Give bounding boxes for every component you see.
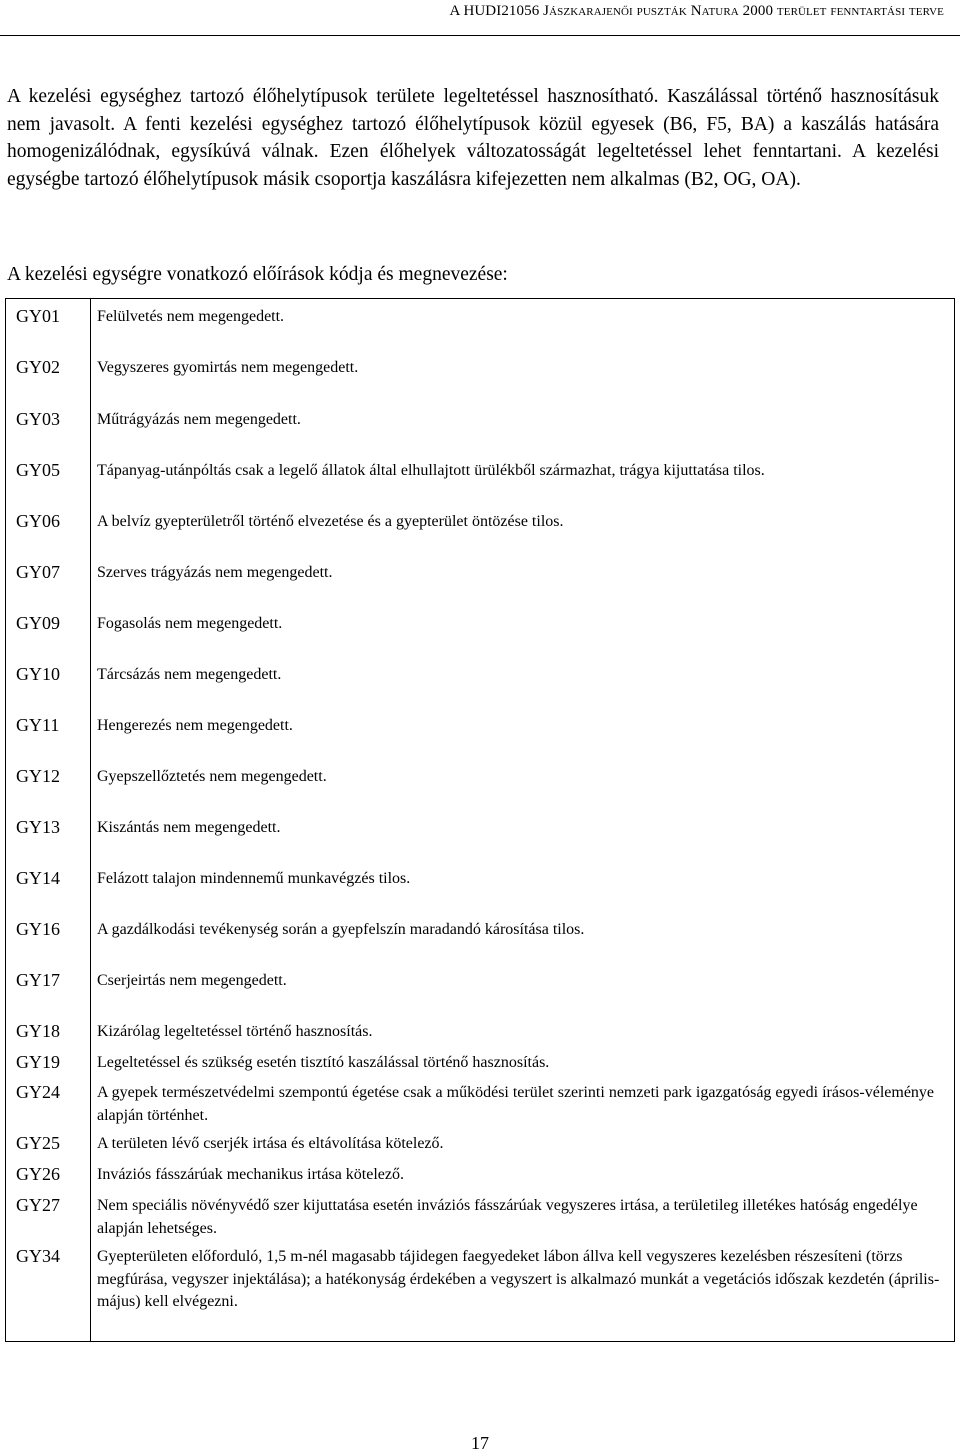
- rule-code: GY12: [16, 766, 60, 786]
- rule-description: Szerves trágyázás nem megengedett.: [97, 564, 333, 581]
- section-heading: A kezelési egységre vonatkozó előírások kódja és megnevezése:: [7, 264, 508, 285]
- rule-description: Vegyszeres gyomirtás nem megengedett.: [97, 359, 359, 376]
- rule-code: GY27: [16, 1195, 60, 1215]
- rule-code: GY11: [16, 715, 60, 735]
- rule-description: Tárcsázás nem megengedett.: [97, 666, 282, 683]
- rule-code: GY19: [16, 1052, 60, 1072]
- rule-code: GY10: [16, 664, 60, 684]
- rule-code: GY14: [16, 868, 60, 888]
- rule-description: A belvíz gyepterületről történő elvezetése és a gyepterület öntözése tilos.: [97, 513, 564, 530]
- page-number: 17: [471, 1433, 489, 1453]
- rule-description: Felülvetés nem megengedett.: [97, 308, 285, 325]
- rule-code: GY05: [16, 460, 60, 480]
- rule-description: Legeltetéssel és szükség esetén tisztító kaszálással történő hasznosítás.: [97, 1054, 550, 1071]
- rule-description: A gazdálkodási tevékenység során a gyepfelszín maradandó károsítása tilos.: [97, 921, 585, 938]
- rule-description: Műtrágyázás nem megengedett.: [97, 411, 301, 428]
- intro-paragraph: A kezelési egységhez tartozó élőhelytípusok területe legeltetéssel hasznosítható. Kaszálással történő hasznosításuk nem javasolt. A fenti kezelési egységhez tartozó élőhelytípusok közül egyesek (B6, F5, BA) a kaszálás hatására homogenizálódnak, egysíkúvá válnak. Ezen élőhelyek változatosságát legeltetéssel lehet fenntartani. A kezelési egységbe tartozó élőhelytípusok másik csoportja kaszálásra kifejezetten nem alkalmas (B2, OG, OA).: [7, 86, 939, 190]
- rule-description: Nem speciális növényvédő szer kijuttatása esetén inváziós fásszárúak vegyszeres irtása, a területileg illetékes hatóság engedélye alapján lehetséges.: [97, 1197, 918, 1237]
- rule-description: Cserjeirtás nem megengedett.: [97, 972, 287, 989]
- rule-code: GY09: [16, 613, 60, 633]
- rule-description: Kiszántás nem megengedett.: [97, 819, 281, 836]
- rule-description: A területen lévő cserjék irtása és eltávolítása kötelező.: [97, 1135, 444, 1152]
- rule-description: Gyepterületen előforduló, 1,5 m-nél magasabb tájidegen faegyedeket lábon állva kell vegyszeres kezelésben részesíteni (törzs megfúrása, vegyszer injektálása); a hatékonyság érdekében a vegyszert is alkalmazó munkát a vegetációs időszak kezdetén (április-május) kell elvégezni.: [97, 1248, 940, 1310]
- rule-description: A gyepek természetvédelmi szempontú égetése csak a működési terület szerinti nemzeti park igazgatóság egyedi írásos-véleménye alapján történhet.: [97, 1084, 935, 1124]
- rule-description: Hengerezés nem megengedett.: [97, 717, 293, 734]
- document-title: A HUDI21056 Jászkarajenői puszták Natura 2000 terület fenntartási terve: [449, 3, 944, 19]
- rule-code: GY13: [16, 817, 60, 837]
- rule-code: GY07: [16, 562, 60, 582]
- rule-code: GY24: [16, 1082, 60, 1102]
- rule-description: Gyepszellőztetés nem megengedett.: [97, 768, 327, 785]
- rule-description: Fogasolás nem megengedett.: [97, 615, 283, 632]
- rule-code: GY26: [16, 1164, 60, 1184]
- rule-code: GY03: [16, 409, 60, 429]
- rule-code: GY02: [16, 357, 60, 377]
- rule-code: GY25: [16, 1133, 60, 1153]
- page-header: [0, 0, 960, 36]
- rule-code: GY34: [16, 1246, 60, 1266]
- rule-description: Tápanyag-utánpóltás csak a legelő állatok által elhullajtott ürülékből származhat, trágya kijuttatása tilos.: [97, 462, 765, 479]
- rule-code: GY06: [16, 511, 60, 531]
- rule-code: GY17: [16, 970, 60, 990]
- rule-code: GY18: [16, 1021, 60, 1041]
- rule-code: GY16: [16, 919, 60, 939]
- rule-code: GY01: [16, 306, 60, 326]
- rule-description: Kizárólag legeltetéssel történő hasznosítás.: [97, 1023, 373, 1040]
- rule-description: Felázott talajon mindennemű munkavégzés tilos.: [97, 870, 411, 887]
- rule-description: Inváziós fásszárúak mechanikus irtása kötelező.: [97, 1166, 404, 1183]
